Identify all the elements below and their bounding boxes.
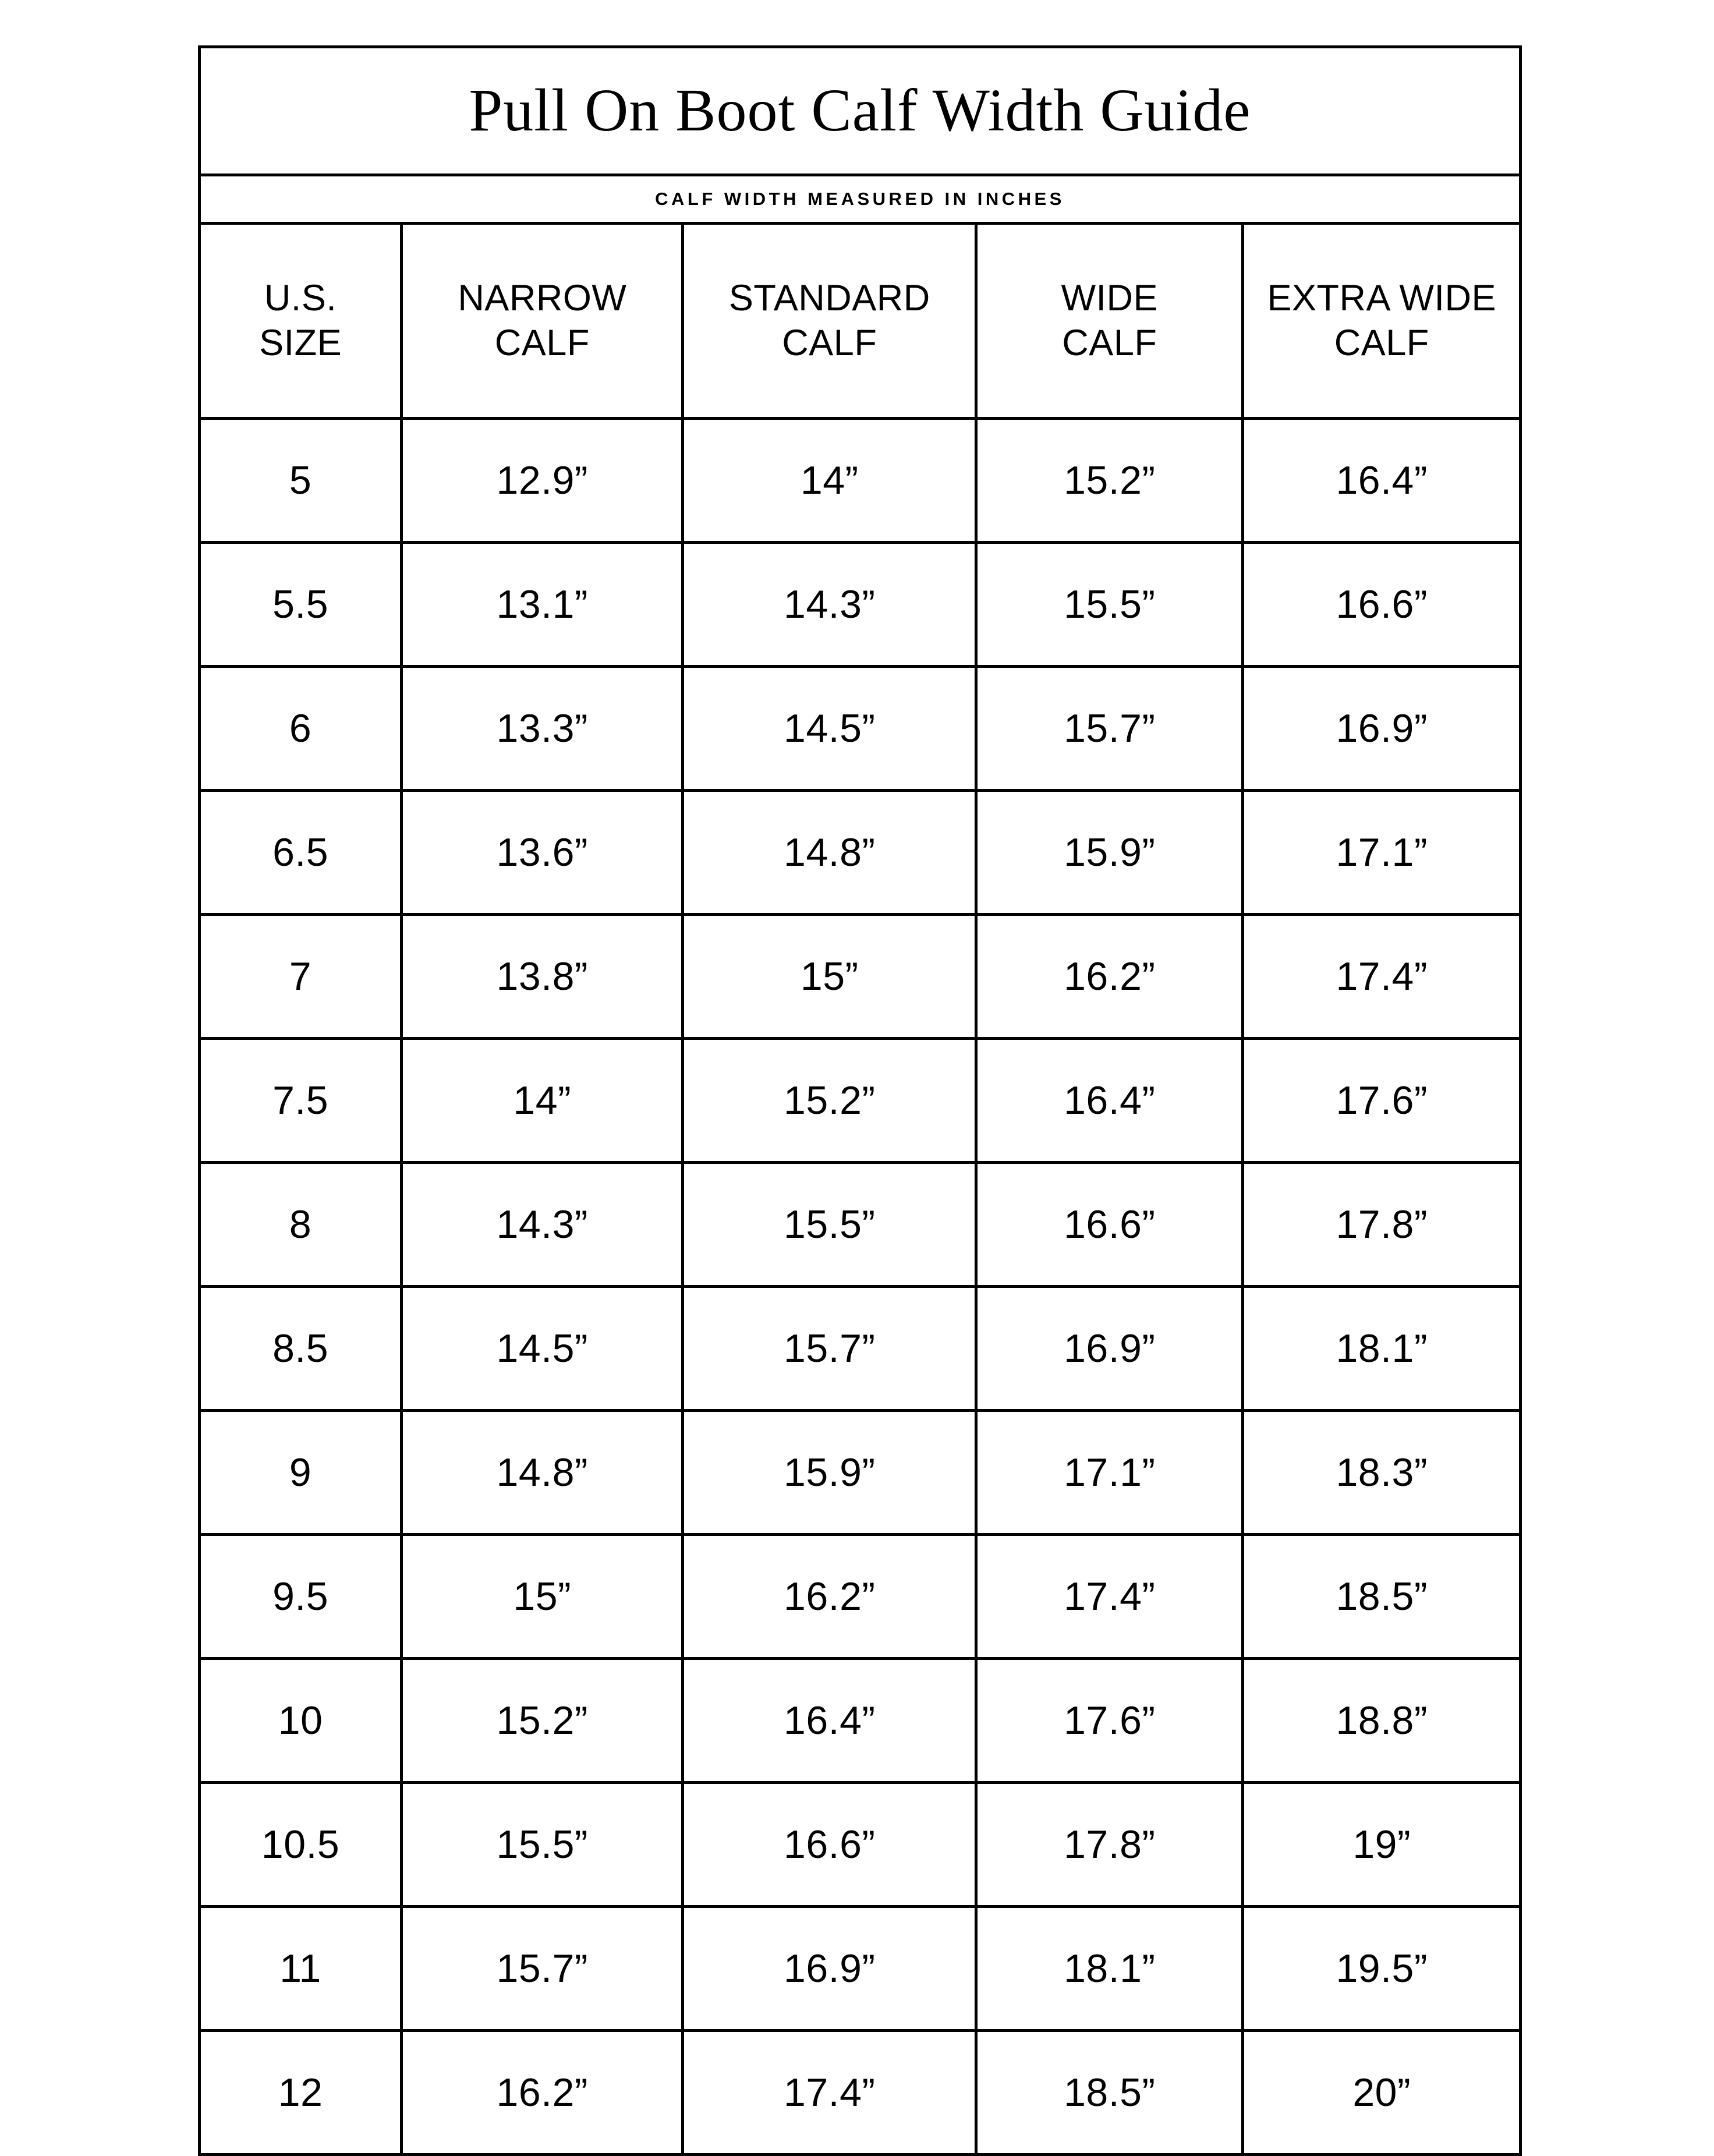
- column-header-line-1: WIDE: [1061, 278, 1159, 319]
- column-header-narrow-calf: [402, 224, 683, 419]
- cell-wide-calf: 17.4”: [976, 1535, 1243, 1659]
- cell-extra-wide-calf: 17.8”: [1243, 1163, 1521, 1287]
- cell-standard-calf: 17.4”: [683, 2031, 976, 2155]
- cell-narrow-calf: 13.3”: [402, 667, 683, 791]
- cell-extra-wide-calf: 19.5”: [1243, 1907, 1521, 2031]
- cell-narrow-calf: 12.9”: [402, 419, 683, 543]
- table-row: [200, 667, 1521, 791]
- column-header-line-1: EXTRA WIDE: [1267, 278, 1497, 319]
- cell-extra-wide-calf: 17.6”: [1243, 1039, 1521, 1163]
- cell-us-size: 6: [200, 667, 402, 791]
- cell-us-size: 9.5: [200, 1535, 402, 1659]
- cell-narrow-calf: 14.5”: [402, 1287, 683, 1411]
- cell-us-size: 8.5: [200, 1287, 402, 1411]
- table-row: [200, 1783, 1521, 1907]
- column-header-wide-calf: [976, 224, 1243, 419]
- cell-wide-calf: 16.9”: [976, 1287, 1243, 1411]
- cell-extra-wide-calf: 17.1”: [1243, 791, 1521, 915]
- table-row: [200, 791, 1521, 915]
- cell-narrow-calf: 13.6”: [402, 791, 683, 915]
- cell-standard-calf: 16.9”: [683, 1907, 976, 2031]
- cell-wide-calf: 15.2”: [976, 419, 1243, 543]
- cell-wide-calf: 16.6”: [976, 1163, 1243, 1287]
- column-header-line-2: CALF: [494, 323, 590, 363]
- cell-narrow-calf: 13.1”: [402, 543, 683, 667]
- table-row: [200, 1907, 1521, 2031]
- cell-us-size: 8: [200, 1163, 402, 1287]
- cell-standard-calf: 14”: [683, 419, 976, 543]
- calf-width-table: [198, 45, 1522, 2156]
- cell-us-size: 10.5: [200, 1783, 402, 1907]
- cell-extra-wide-calf: 19”: [1243, 1783, 1521, 1907]
- cell-extra-wide-calf: 18.5”: [1243, 1535, 1521, 1659]
- table-header-row: [200, 224, 1521, 419]
- cell-us-size: 7: [200, 915, 402, 1039]
- column-header-line-1: STANDARD: [728, 278, 930, 319]
- cell-us-size: 5: [200, 419, 402, 543]
- cell-standard-calf: 16.4”: [683, 1659, 976, 1783]
- table-row: [200, 543, 1521, 667]
- cell-narrow-calf: 15.7”: [402, 1907, 683, 2031]
- cell-narrow-calf: 13.8”: [402, 915, 683, 1039]
- table-row: [200, 1039, 1521, 1163]
- subtitle-row: [200, 175, 1521, 224]
- cell-standard-calf: 16.2”: [683, 1535, 976, 1659]
- cell-us-size: 12: [200, 2031, 402, 2155]
- cell-narrow-calf: 15.2”: [402, 1659, 683, 1783]
- cell-extra-wide-calf: 18.1”: [1243, 1287, 1521, 1411]
- cell-standard-calf: 14.8”: [683, 791, 976, 915]
- cell-narrow-calf: 14”: [402, 1039, 683, 1163]
- table-row: [200, 419, 1521, 543]
- column-header-line-2: CALF: [1334, 323, 1429, 363]
- table-row: [200, 1411, 1521, 1535]
- cell-standard-calf: 15.5”: [683, 1163, 976, 1287]
- cell-us-size: 9: [200, 1411, 402, 1535]
- cell-wide-calf: 15.7”: [976, 667, 1243, 791]
- cell-us-size: 5.5: [200, 543, 402, 667]
- cell-extra-wide-calf: 18.8”: [1243, 1659, 1521, 1783]
- cell-extra-wide-calf: 20”: [1243, 2031, 1521, 2155]
- cell-extra-wide-calf: 16.6”: [1243, 543, 1521, 667]
- cell-wide-calf: 15.9”: [976, 791, 1243, 915]
- cell-standard-calf: 14.5”: [683, 667, 976, 791]
- column-header-us-size: [200, 224, 402, 419]
- cell-standard-calf: 15.2”: [683, 1039, 976, 1163]
- column-header-line-2: CALF: [782, 323, 877, 363]
- cell-narrow-calf: 16.2”: [402, 2031, 683, 2155]
- table-row: [200, 1287, 1521, 1411]
- cell-wide-calf: 16.4”: [976, 1039, 1243, 1163]
- cell-standard-calf: 16.6”: [683, 1783, 976, 1907]
- table-row: [200, 915, 1521, 1039]
- cell-narrow-calf: 15.5”: [402, 1783, 683, 1907]
- cell-wide-calf: 18.5”: [976, 2031, 1243, 2155]
- page-subtitle: CALF WIDTH MEASURED IN INCHES: [200, 175, 1521, 224]
- cell-narrow-calf: 15”: [402, 1535, 683, 1659]
- cell-narrow-calf: 14.8”: [402, 1411, 683, 1535]
- table-row: [200, 1659, 1521, 1783]
- cell-us-size: 11: [200, 1907, 402, 2031]
- column-header-line-2: SIZE: [259, 323, 342, 363]
- cell-wide-calf: 17.1”: [976, 1411, 1243, 1535]
- cell-extra-wide-calf: 18.3”: [1243, 1411, 1521, 1535]
- column-header-line-1: NARROW: [458, 278, 627, 319]
- cell-standard-calf: 15.7”: [683, 1287, 976, 1411]
- page-title: Pull On Boot Calf Width Guide: [200, 47, 1521, 175]
- cell-us-size: 6.5: [200, 791, 402, 915]
- cell-standard-calf: 15”: [683, 915, 976, 1039]
- cell-wide-calf: 16.2”: [976, 915, 1243, 1039]
- column-header-line-2: CALF: [1062, 323, 1157, 363]
- cell-extra-wide-calf: 16.4”: [1243, 419, 1521, 543]
- cell-wide-calf: 17.6”: [976, 1659, 1243, 1783]
- cell-wide-calf: 18.1”: [976, 1907, 1243, 2031]
- cell-wide-calf: 17.8”: [976, 1783, 1243, 1907]
- table-row: [200, 2031, 1521, 2155]
- cell-standard-calf: 15.9”: [683, 1411, 976, 1535]
- cell-extra-wide-calf: 16.9”: [1243, 667, 1521, 791]
- cell-us-size: 7.5: [200, 1039, 402, 1163]
- table-row: [200, 1535, 1521, 1659]
- cell-narrow-calf: 14.3”: [402, 1163, 683, 1287]
- title-row: [200, 47, 1521, 175]
- cell-us-size: 10: [200, 1659, 402, 1783]
- column-header-extra-wide-calf: [1243, 224, 1521, 419]
- column-header-standard-calf: [683, 224, 976, 419]
- cell-standard-calf: 14.3”: [683, 543, 976, 667]
- cell-wide-calf: 15.5”: [976, 543, 1243, 667]
- column-header-line-1: U.S.: [264, 278, 337, 319]
- cell-extra-wide-calf: 17.4”: [1243, 915, 1521, 1039]
- table-row: [200, 1163, 1521, 1287]
